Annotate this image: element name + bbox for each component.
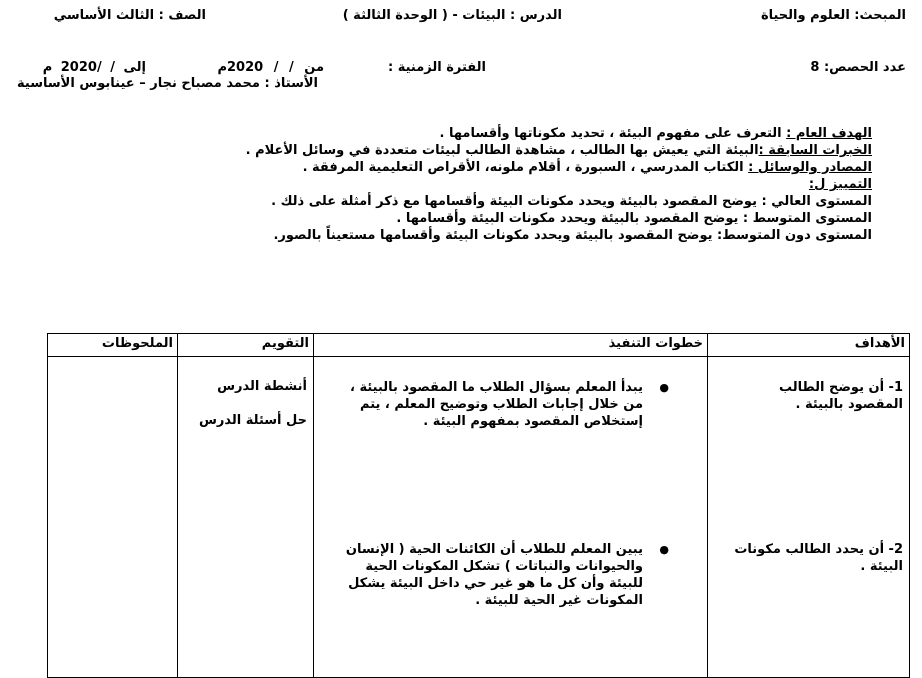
level-low-text: المستوى دون المتوسط: يوضح المقصود بالبيئة ويحدد مكونات البيئة وأقسامها مستعيناً بالصور. xyxy=(273,228,872,243)
header-evaluation: التقويم xyxy=(178,334,314,357)
timeframe-label: الفترة الزمنية : xyxy=(388,60,486,75)
header-notes: الملحوظات xyxy=(48,334,178,357)
differentiation-label: التمييز ل: xyxy=(808,177,872,192)
resources-line xyxy=(303,160,872,175)
table-header-row xyxy=(48,334,910,357)
steps-1-line-1: يبدأ المعلم بسؤال الطلاب ما المقصود بالبيئة ، xyxy=(349,380,643,395)
steps-2-line-1: يبين المعلم للطلاب أن الكائنات الحية ( الإنسان xyxy=(345,542,643,557)
lesson-label: الدرس : البيئات - ( الوحدة الثالثة ) xyxy=(342,8,562,23)
header-objectives: الأهداف xyxy=(708,334,910,357)
steps-cell xyxy=(314,357,708,678)
prior-knowledge-label: الخبرات السابقة : xyxy=(758,143,872,158)
objectives-cell xyxy=(708,357,910,678)
evaluation-2: حل أسئلة الدرس xyxy=(198,413,307,428)
bullet-icon: ● xyxy=(659,543,669,556)
lesson-plan-table xyxy=(47,333,910,678)
steps-1-line-3: إستخلاص المقصود بمفهوم البيئة . xyxy=(423,414,643,429)
header-steps: خطوات التنفيذ xyxy=(314,334,708,357)
general-goal-text: التعرف على مفهوم البيئة ، تحديد مكوناتها وأقسامها . xyxy=(439,126,787,141)
notes-cell xyxy=(48,357,178,678)
evaluation-cell xyxy=(178,357,314,678)
steps-1 xyxy=(350,379,643,430)
objective-2-line-1: 2- أن يحدد الطالب مكونات xyxy=(734,542,903,557)
steps-1-line-2: من خلال إجابات الطلاب وتوضيح المعلم ، يتم xyxy=(360,397,643,412)
objective-1 xyxy=(779,379,903,413)
prior-knowledge-line xyxy=(246,143,872,158)
bullet-icon: ● xyxy=(659,381,669,394)
steps-2-line-3: للبيئة وأن كل ما هو غير حي داخل البيئة يشكل xyxy=(348,576,643,591)
level-mid-text: المستوى المتوسط : يوضح المقصود بالبيئة ويحدد مكونات البيئة وأقسامها . xyxy=(396,211,872,226)
objective-2 xyxy=(734,541,903,575)
date-to: إلى / /2020 م xyxy=(42,60,146,75)
table-body-row xyxy=(48,357,910,678)
objective-1-line-1: 1- أن يوضح الطالب xyxy=(778,380,903,395)
periods-label: عدد الحصص: 8 xyxy=(810,60,906,75)
general-goal-line xyxy=(440,126,873,141)
subject-label: المبحث: العلوم والحياة xyxy=(760,8,906,23)
grade-label: الصف : الثالث الأساسي xyxy=(53,8,206,23)
resources-text: الكتاب المدرسي ، السبورة ، أقلام ملونه، الأقراص التعليمية المرفقة . xyxy=(302,160,749,175)
steps-2-line-2: والحيوانات والنباتات ) تشكل المكونات الحية xyxy=(365,559,643,574)
general-goal-label: الهدف العام : xyxy=(786,126,872,141)
objective-2-line-2: البيئة . xyxy=(860,559,903,574)
level-high-text: المستوى العالي : يوضح المقصود بالبيئة ويحدد مكونات البيئة وأقسامها مع ذكر أمثلة على ذلك . xyxy=(271,194,872,209)
steps-2 xyxy=(346,541,643,609)
teacher-label: الأستاذ : محمد مصباح نجار – عينابوس الأساسية xyxy=(17,76,318,91)
evaluation-1: أنشطة الدرس xyxy=(217,379,307,394)
resources-label: المصادر والوسائل : xyxy=(748,160,872,175)
steps-2-line-4: المكونات غير الحية للبيئة . xyxy=(475,593,643,608)
prior-knowledge-text: البيئة التي يعيش بها الطالب ، مشاهدة الطالب لبيئات متعددة في وسائل الأعلام . xyxy=(245,143,759,158)
date-from: من / / 2020م xyxy=(217,60,324,75)
objective-1-line-2: المقصود بالبيئة . xyxy=(795,397,903,412)
